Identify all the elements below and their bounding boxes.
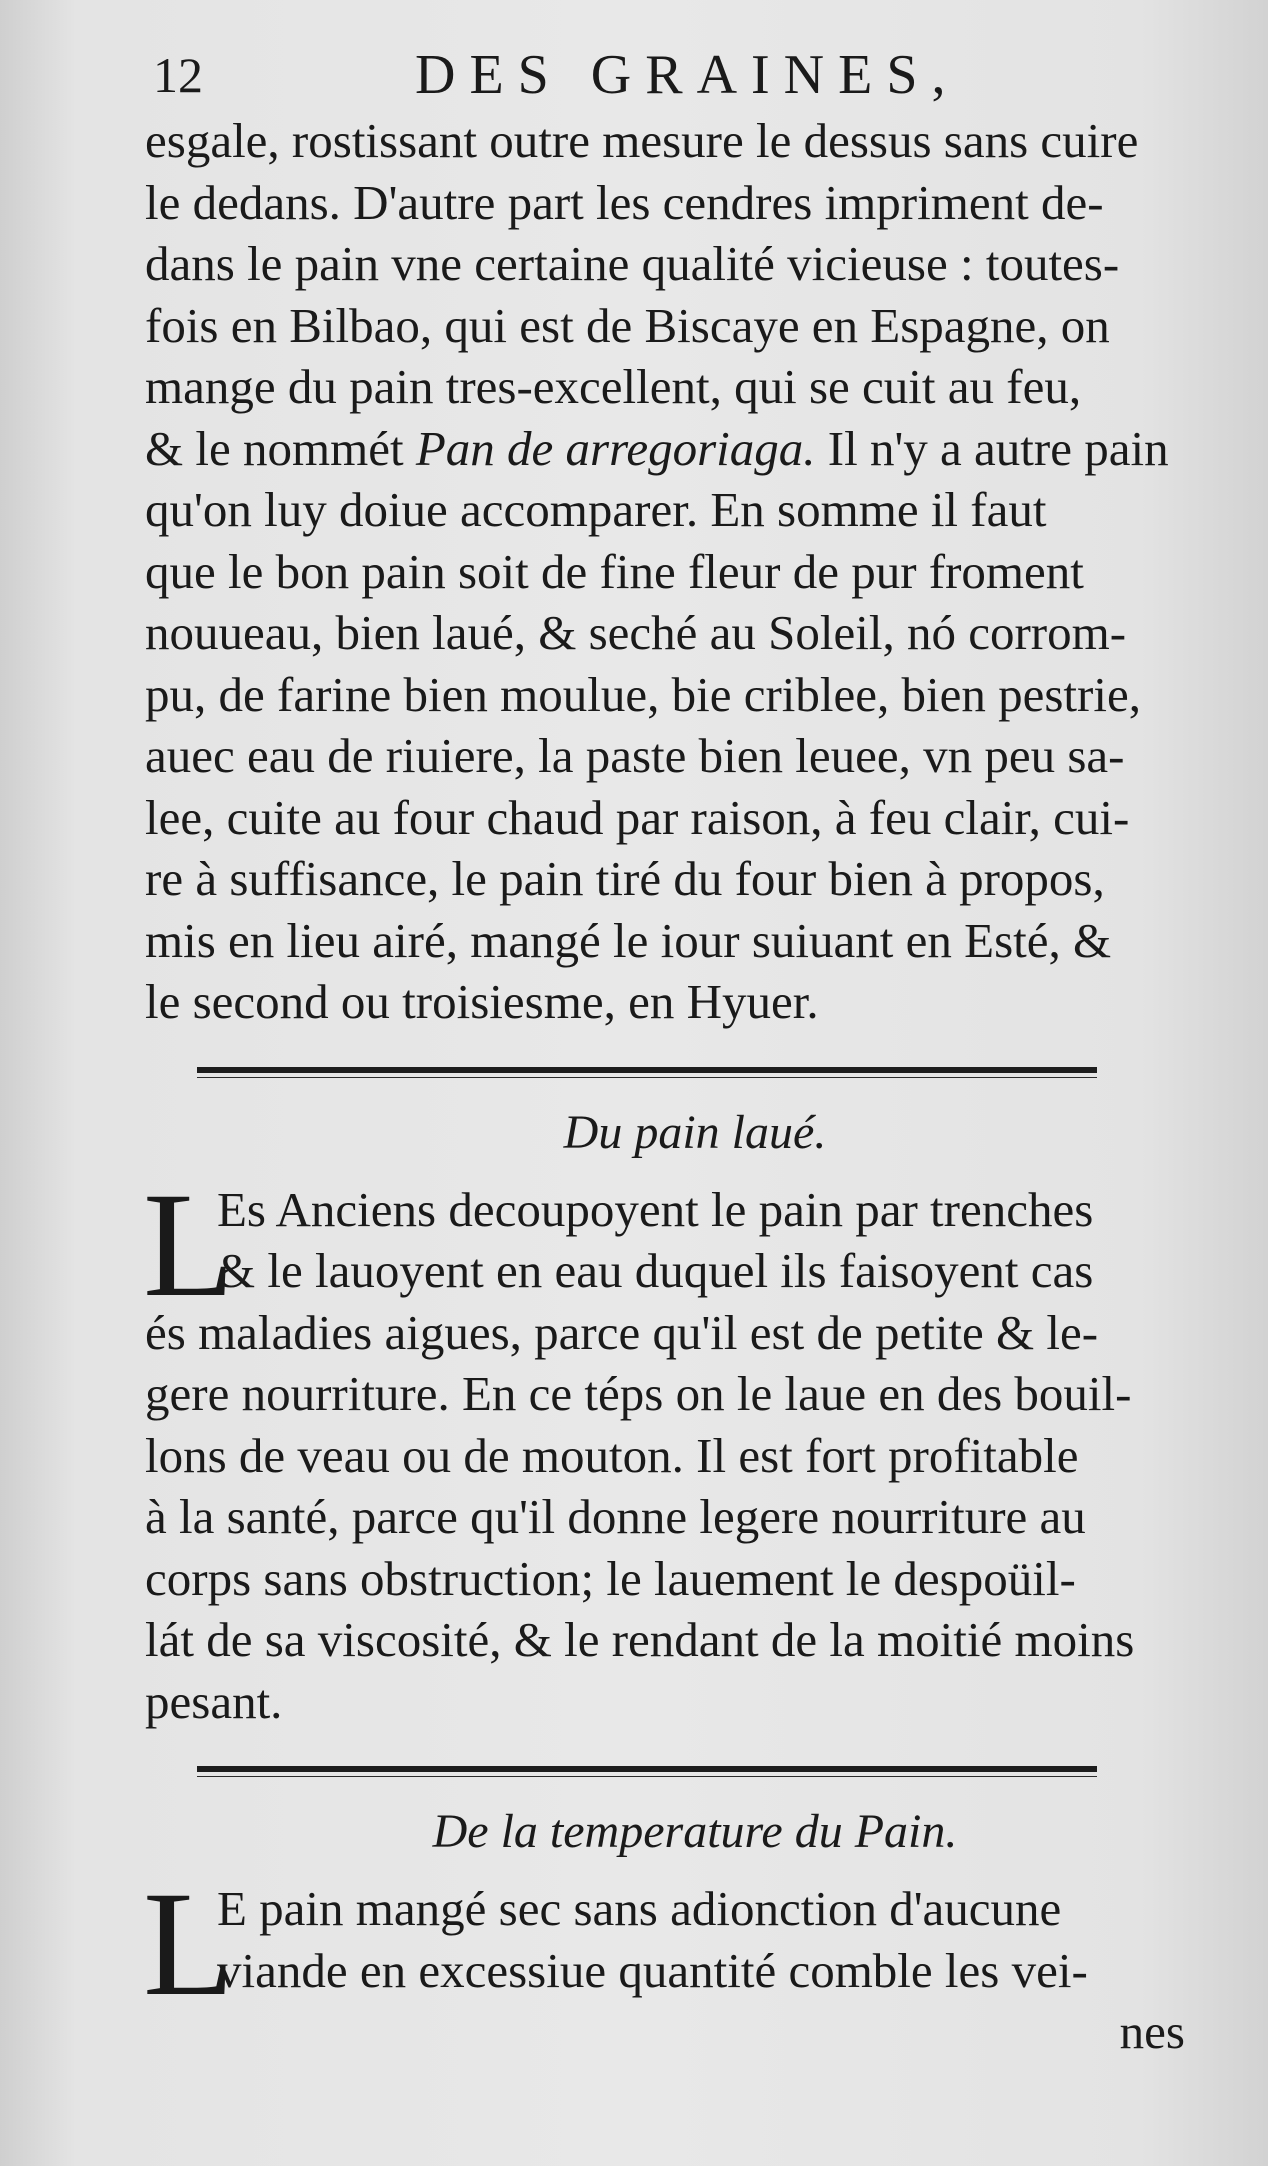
- text-line: pu, de farine bien moulue, bie criblee, bien pestrie,: [145, 666, 1141, 722]
- text-line: mis en lieu airé, mangé le iour suiuant en Esté, &: [145, 912, 1112, 968]
- text-line: mange du pain tres-excellent, qui se cuit au feu,: [145, 359, 1082, 414]
- text-line: qu'on luy doiue accomparer. En somme il faut: [145, 482, 1047, 537]
- text-line: esgale, rostissant outre mesure le dessus sans cuire: [145, 113, 1139, 168]
- running-head: [145, 40, 1205, 110]
- text-line: lons de veau ou de mouton. Il est fort profitable: [145, 1427, 1079, 1483]
- paragraph-bread-baking: [145, 110, 1205, 1033]
- text-line: corps sans obstruction; le lauement le despoüil-: [145, 1550, 1076, 1606]
- text-line: que le bon pain soit de fine fleur de pur froment: [145, 543, 1084, 599]
- text-line: le dedans. D'autre part les cendres impriment de-: [145, 174, 1104, 230]
- page-number: 12: [153, 47, 203, 103]
- text-line: [145, 418, 1205, 480]
- section-title-temperature: De la temperature du Pain.: [432, 1805, 958, 1858]
- text-line: le second ou troisiesme, en Hyuer.: [145, 974, 819, 1029]
- text-line: és maladies aigues, parce qu'il est de petite & le-: [145, 1304, 1099, 1360]
- paragraph-temperature: [143, 1861, 1205, 2063]
- section-divider: [197, 1766, 1097, 1772]
- text-line: viande en excessiue quantité comble les vei-: [217, 1942, 1088, 1998]
- drop-cap: L: [143, 1161, 235, 1328]
- section-title-pain-laue: Du pain laué.: [563, 1105, 827, 1159]
- catchword: nes: [1119, 2004, 1185, 2059]
- text-line: lee, cuite au four chaud par raison, à feu clair, cui-: [145, 789, 1130, 845]
- text-line: dans le pain vne certaine qualité vicieuse : toutes-: [145, 236, 1120, 291]
- text-fragment: & le nommét: [145, 420, 404, 476]
- text-line: pesant.: [145, 1673, 283, 1729]
- text-line: & le lauoyent en eau duquel ils faisoyent cas: [217, 1243, 1094, 1298]
- text-line: à la santé, parce qu'il donne legere nourriture au: [145, 1489, 1086, 1544]
- text-line: E pain mangé sec sans adionction d'aucune: [217, 1881, 1062, 1936]
- section-divider: [197, 1067, 1097, 1073]
- text-line: auec eau de riuiere, la paste bien leuee, vn peu sa-: [145, 728, 1125, 783]
- text-line: lát de sa viscosité, & le rendant de la moitié moins: [145, 1612, 1135, 1667]
- text-fragment: Il n'y a autre pain: [827, 420, 1169, 476]
- italic-term: Pan de arregoriaga.: [415, 420, 816, 476]
- text-line: re à suffisance, le pain tiré du four bien à propos,: [145, 851, 1105, 906]
- text-line: nouueau, bien laué, & seché au Soleil, nó corrom-: [145, 605, 1127, 660]
- running-title: DES GRAINES,: [415, 44, 960, 106]
- paragraph-pain-laue: [143, 1161, 1205, 1733]
- text-line: Es Anciens decoupoyent le pain par trenches: [217, 1181, 1094, 1237]
- text-line: fois en Bilbao, qui est de Biscaye en Espagne, on: [145, 297, 1110, 353]
- drop-cap: L: [143, 1861, 235, 2027]
- page-content: [145, 40, 1205, 2063]
- text-line: gere nourriture. En ce téps on le laue en des bouil-: [145, 1366, 1132, 1421]
